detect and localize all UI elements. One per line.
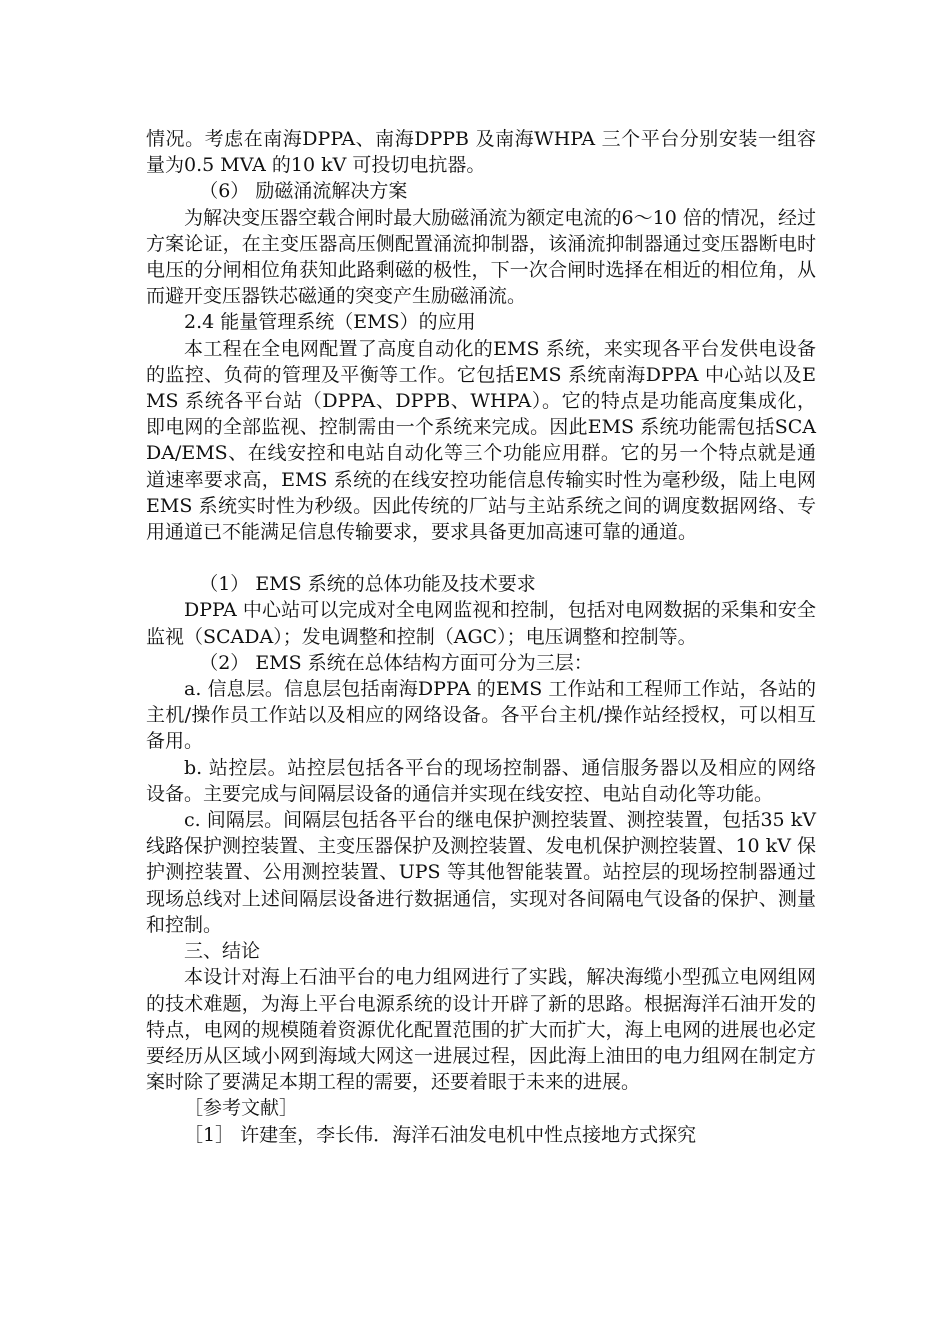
- heading-ems-structure: （2） EMS 系统在总体结构方面可分为三层：: [199, 651, 593, 674]
- paragraph-station-control-layer: b. 站控层。站控层包括各平台的现场控制器、通信服务器以及相应的网络设备。主要完成与间隔层设备的通信并实现在线安控、电站自动化等功能。: [146, 756, 816, 805]
- paragraph-reactor-install: 情况。考虑在南海DPPA、南海DPPB 及南海WHPA 三个平台分别安装一组容量为0.5 MVA 的10 kV 可投切电抗器。: [146, 128, 816, 177]
- paragraph-gap: [146, 545, 816, 571]
- references-heading: ［参考文献］: [184, 1097, 299, 1120]
- section-heading-conclusion: 三、结论: [184, 940, 261, 963]
- paragraph-ems-functions: DPPA 中心站可以完成对全电网监视和控制，包括对电网数据的采集和安全监视（SCADA）；发电调整和控制（AGC）；电压调整和控制等。: [146, 599, 816, 648]
- paragraph-ems-overview: 本工程在全电网配置了高度自动化的EMS 系统，来实现各平台发供电设备的监控、负荷的管理及平衡等工作。它包括EMS 系统南海DPPA 中心站以及EMS 系统各平台站（DPPA、DPPB、WHPA）。它的特点是功能高度集成化，即电网的全部监视、控制需由一个系统来完成。因此EMS 系统功能需包括SCADA/EMS、在线安控和电站自动化等三个功能应用群。它的另一个特点就是通道速率要求高，EMS 系统的在线安控功能信息传输实时性为毫秒级，陆上电网EMS 系统实时性为秒级。因此传统的厂站与主站系统之间的调度数据网络、专用通道已不能满足信息传输要求，要求具备更加高速可靠的通道。: [146, 337, 816, 544]
- body-text: [146, 126, 816, 1148]
- paragraph-conclusion: 本设计对海上石油平台的电力组网进行了实践，解决海缆小型孤立电网组网的技术难题，为海上平台电源系统的设计开辟了新的思路。根据海洋石油开发的特点，电网的规模随着资源优化配置范围的扩大而扩大，海上电网的进展也必定要经历从区域小网到海域大网这一进展过程，因此海上油田的电力组网在制定方案时除了要满足本期工程的需要，还要着眼于未来的进展。: [146, 966, 816, 1094]
- paragraph-bay-layer: c. 间隔层。间隔层包括各平台的继电保护测控装置、测控装置，包括35 kV 线路保护测控装置、主变压器保护及测控装置、发电机保护测控装置、10 kV 保护测控装置、公用测控装置、UPS 等其他智能装置。站控层的现场控制器通过现场总线对上述间隔层设备进行数据通信，实现对各间隔电气设备的保护、测量和控制。: [146, 809, 816, 936]
- reference-item-1: ［1］ 许建奎，李长伟．海洋石油发电机中性点接地方式探究: [184, 1123, 697, 1146]
- heading-inrush-solution: （6） 励磁涌流解决方案: [199, 180, 408, 203]
- section-heading-ems: 2.4 能量管理系统（EMS）的应用: [184, 311, 476, 334]
- heading-ems-functions: （1） EMS 系统的总体功能及技术要求: [199, 573, 536, 596]
- paragraph-inrush-solution: 为解决变压器空载合闸时最大励磁涌流为额定电流的6～10 倍的情况，经过方案论证，在主变压器高压侧配置涌流抑制器，该涌流抑制器通过变压器断电时电压的分闸相位角获知此路剩磁的极性，下一次合闸时选择在相近的相位角，从而避开变压器铁芯磁通的突变产生励磁涌流。: [146, 206, 816, 308]
- paragraph-information-layer: a. 信息层。信息层包括南海DPPA 的EMS 工作站和工程师工作站，各站的主机/操作员工作站以及相应的网络设备。各平台主机/操作站经授权，可以相互备用。: [146, 678, 816, 753]
